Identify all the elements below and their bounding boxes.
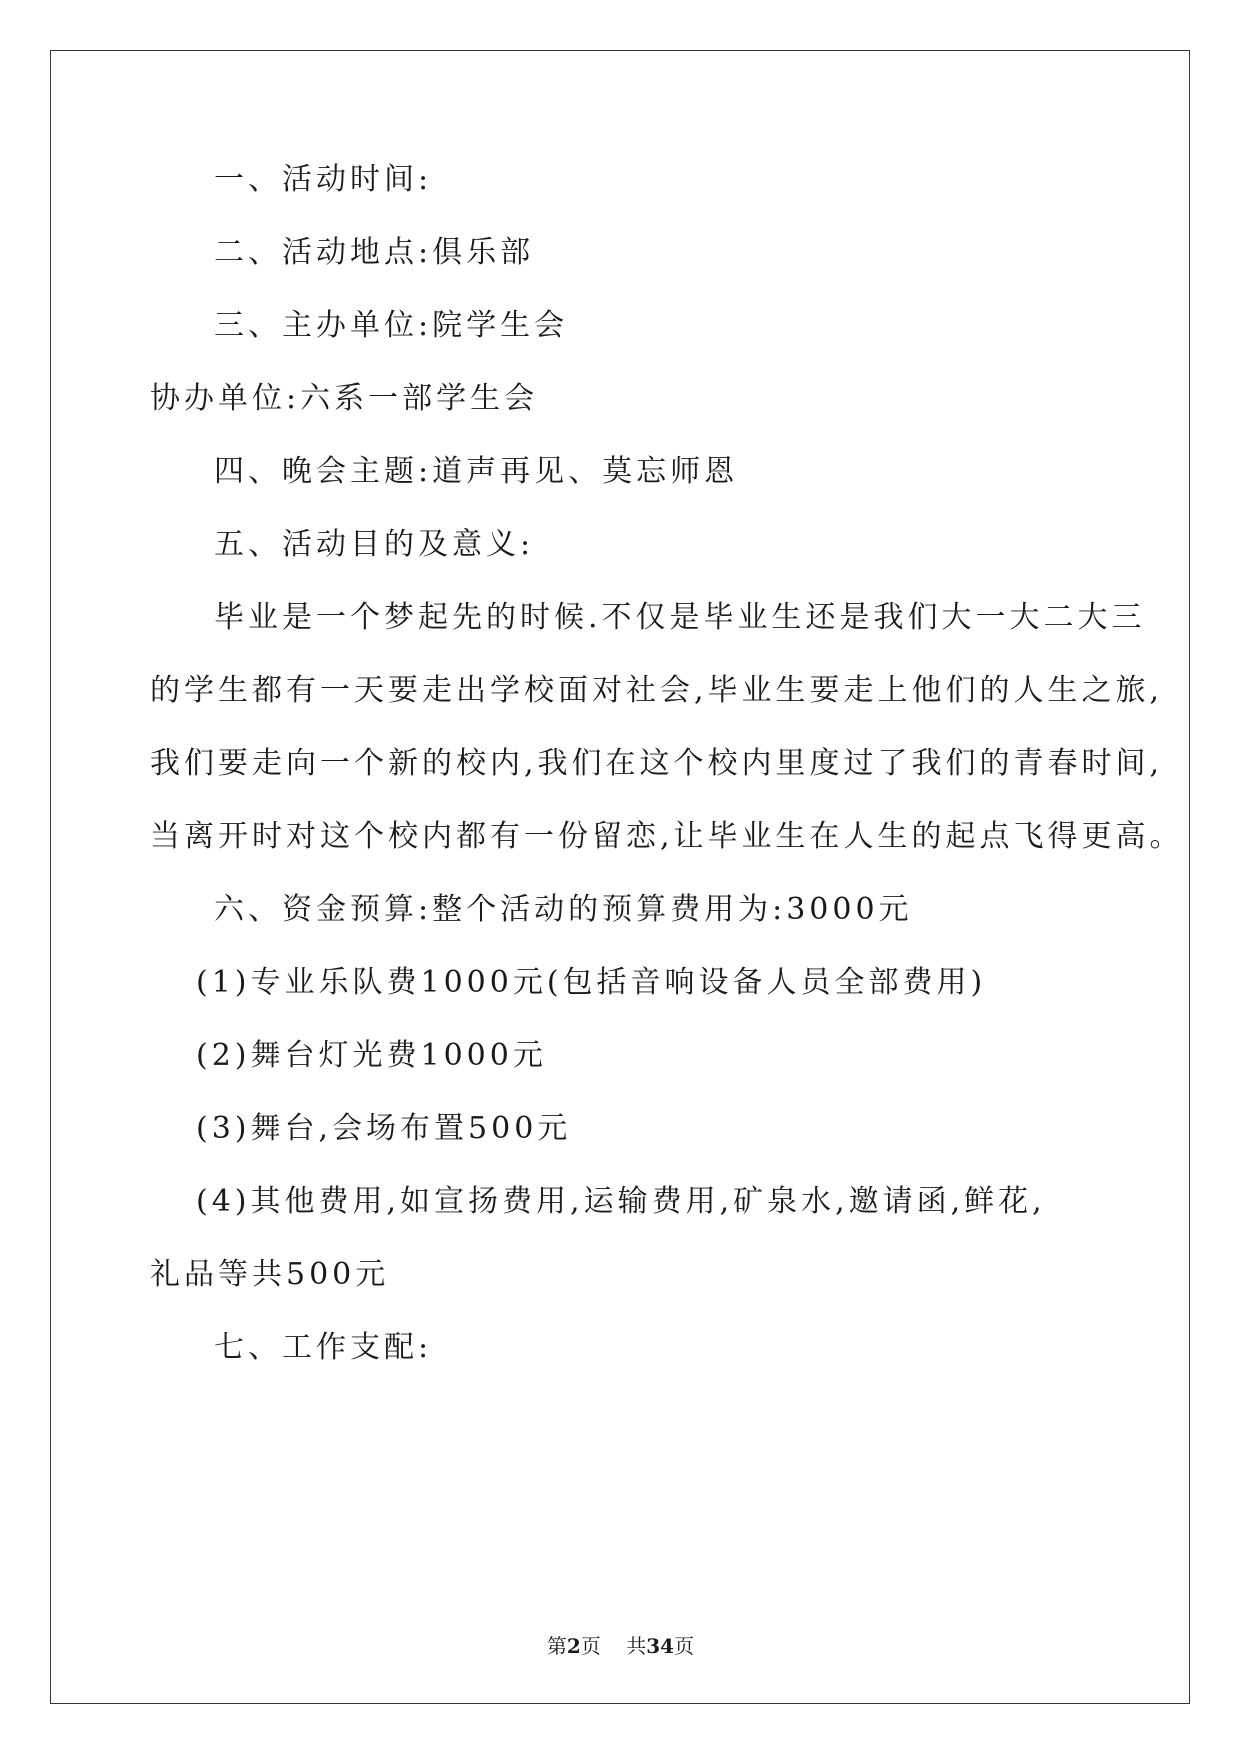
budget-item-4-continued: 礼品等共500元 (150, 1257, 390, 1292)
page-footer (0, 1630, 1241, 1659)
footer-total-prefix: 共 (626, 1634, 647, 1658)
section-budget: 六、资金预算:整个活动的预算费用为:3000元 (214, 892, 913, 927)
purpose-paragraph-line-2: 的学生都有一天要走出学校面对社会,毕业生要走上他们的人生之旅, (150, 673, 1164, 708)
budget-item-1: (1)专业乐队费1000元(包括音响设备人员全部费用) (196, 965, 987, 1000)
section-organizer: 三、主办单位:院学生会 (214, 308, 569, 343)
section-activity-time: 一、活动时间: (214, 162, 433, 197)
footer-total-suffix: 页 (674, 1634, 695, 1658)
purpose-paragraph-line-3: 我们要走向一个新的校内,我们在这个校内里度过了我们的青春时间, (150, 746, 1164, 781)
section-work-arrangement: 七、工作支配: (214, 1330, 433, 1365)
section-activity-location: 二、活动地点:俱乐部 (214, 235, 535, 270)
footer-prefix: 第 (546, 1634, 567, 1658)
budget-item-2: (2)舞台灯光费1000元 (196, 1038, 547, 1073)
section-theme: 四、晚会主题:道声再见、莫忘师恩 (214, 454, 739, 489)
purpose-paragraph-line-1: 毕业是一个梦起先的时候.不仅是毕业生还是我们大一大二大三 (214, 600, 1146, 635)
page-border (50, 50, 1190, 1704)
budget-item-4: (4)其他费用,如宣扬费用,运输费用,矿泉水,邀请函,鲜花, (196, 1184, 1046, 1219)
footer-page-suffix: 页 (580, 1634, 601, 1658)
current-page-number: 2 (566, 1634, 581, 1658)
total-page-count: 34 (646, 1634, 675, 1658)
section-purpose: 五、活动目的及意义: (214, 527, 535, 562)
purpose-paragraph-line-4: 当离开时对这个校内都有一份留恋,让毕业生在人生的起点飞得更高。 (150, 819, 1184, 854)
budget-item-3: (3)舞台,会场布置500元 (196, 1111, 572, 1146)
co-organizer: 协办单位:六系一部学生会 (150, 381, 539, 416)
